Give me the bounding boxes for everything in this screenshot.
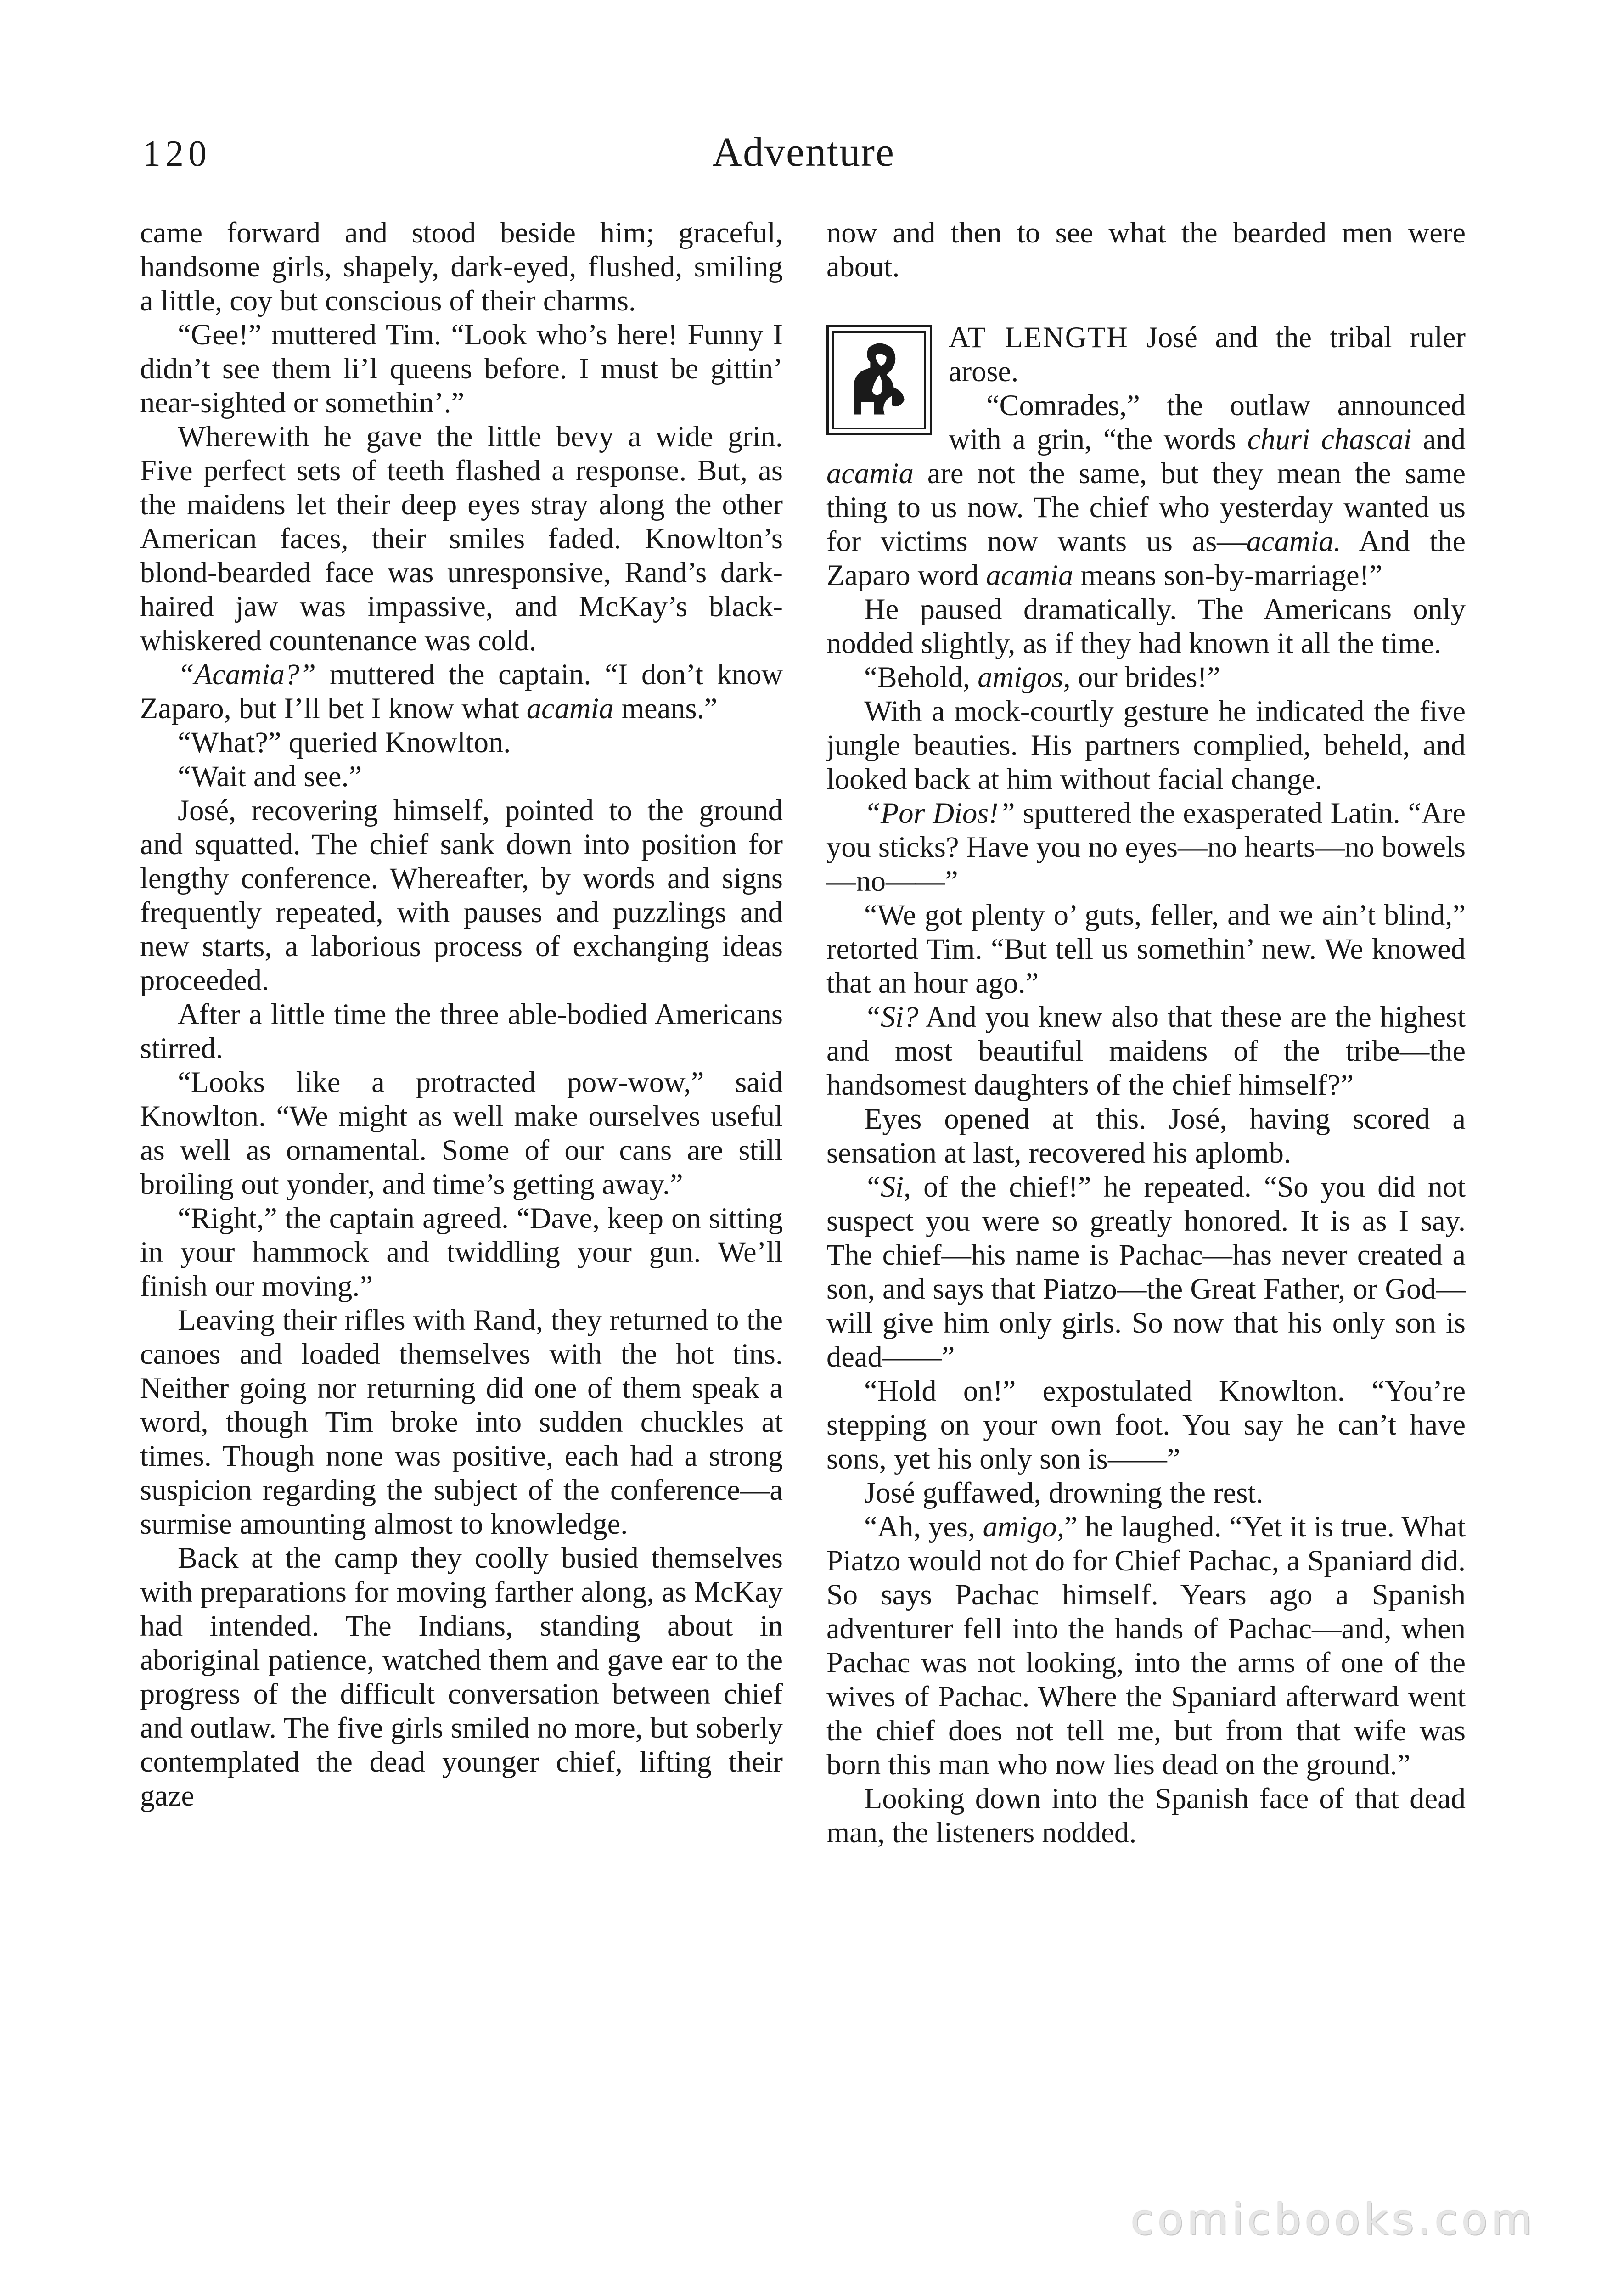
paragraph bbox=[826, 1170, 1466, 1374]
dropcap-ornament bbox=[826, 325, 932, 435]
text-run: of the chief!” he repeated. “So you did not suspect you were so greatly honored. It is as I say. The chief—his name is Pachac—has never created a son, and says that Piatzo—the Great Father, or God—will give him only girls. So now that his only son is dead——” bbox=[826, 1171, 1466, 1373]
paragraph: Back at the camp they coolly busied themselves with preparations for moving farther along, as McKay had intended. The Indians, standing about in aboriginal patience, watched them and gave ear to the progress of the difficult conversation between chief and outlaw. The five girls smiled no more, but soberly contemplated the dead younger chief, lifting their gaze bbox=[140, 1542, 783, 1812]
italic-word: acamia bbox=[986, 559, 1073, 591]
paragraph bbox=[826, 660, 1466, 694]
right-column bbox=[826, 216, 1466, 1850]
text-run: “Ah, yes, bbox=[864, 1510, 983, 1543]
text-run: José and the tribal ruler arose. bbox=[949, 321, 1466, 388]
italic-word: “Por Dios!” bbox=[864, 797, 1015, 829]
paragraph: Eyes opened at this. José, having scored a sensation at last, recovered his aplomb. bbox=[826, 1103, 1466, 1169]
text-run: , our brides!” bbox=[1063, 661, 1220, 693]
italic-word: churi chascai bbox=[1247, 423, 1412, 456]
paragraph: “Right,” the captain agreed. “Dave, keep on sitting in your hammock and twiddling your gun. We’ll finish our moving.” bbox=[140, 1202, 783, 1302]
text-run: and bbox=[1411, 423, 1466, 456]
paragraph: After a little time the three able-bodied Americans stirred. bbox=[140, 998, 783, 1064]
paragraph: “Looks like a protracted pow-wow,” said Knowlton. “We might as well make ourselves useful as well as ornamental. Some of our cans are still broiling out yonder, and time’s getting away.” bbox=[140, 1066, 783, 1200]
text-run: sputtered the exasperated Latin. “Are you sticks? Have you no eyes—no hearts—no bowels—no——” bbox=[826, 797, 1466, 897]
text-run: means.” bbox=[613, 692, 718, 725]
paragraph: He paused dramatically. The Americans only nodded slightly, as if they had known it all the time. bbox=[826, 593, 1466, 659]
italic-word: “Si, bbox=[864, 1171, 911, 1203]
text-run: And you knew also that these are the highest and most beautiful maidens of the tribe—the handsomest daughters of the chief himself?” bbox=[826, 1001, 1466, 1101]
paragraph: Looking down into the Spanish face of that dead man, the listeners nodded. bbox=[826, 1782, 1466, 1849]
paragraph: José, recovering himself, pointed to the ground and squatted. The chief sank down into position for lengthy conference. Whereafter, by words and signs frequently repeated, with pauses and puzzlings and new starts, a laborious process of exchanging ideas proceeded. bbox=[140, 794, 783, 996]
site-watermark: comicbooks.com bbox=[1130, 2195, 1536, 2244]
text-run: “Comrades,” the outlaw announced with a grin, “the words bbox=[949, 389, 1466, 456]
italic-word: “Acamia?” bbox=[178, 658, 316, 691]
paragraph: José guffawed, drowning the rest. bbox=[864, 1476, 1264, 1509]
left-column bbox=[140, 216, 783, 1813]
woman-portrait-ornament-icon bbox=[834, 333, 924, 428]
paragraph: “We got plenty o’ guts, feller, and we ain’t blind,” retorted Tim. “But tell us somethin’ new. We knowed that an hour ago.” bbox=[826, 899, 1466, 999]
text-run: ” he laughed. “Yet it is true. What Piatzo would not do for Chief Pachac, a Spaniard did. So says Pachac himself. Years ago a Spanish adventurer fell into the hands of Pachac—and, when Pachac was not looking, into the arms of one of the wives of Pachac. Where the Spaniard afterward went the chief does not tell me, but from that wife was born this man who now lies dead on the ground.” bbox=[826, 1510, 1466, 1781]
running-title: Adventure bbox=[712, 129, 895, 175]
paragraph: came forward and stood beside him; graceful, handsome girls, shapely, dark-eyed, flushed, smiling a little, coy but conscious of their charms. bbox=[140, 216, 783, 317]
paragraph: Wherewith he gave the little bevy a wide grin. Five perfect sets of teeth flashed a response. But, as the maidens let their deep eyes stray along the other American faces, their smiles faded. Knowlton’s blond-bearded face was unresponsive, Rand’s dark-haired jaw was impassive, and McKay’s black-whiskered countenance was cold. bbox=[140, 420, 783, 657]
paragraph bbox=[826, 796, 1466, 898]
paragraph: “What?” queried Knowlton. bbox=[178, 726, 511, 759]
section-opening-paragraph bbox=[826, 321, 1466, 388]
italic-word: acamia bbox=[526, 692, 614, 725]
italic-word: acamia. bbox=[1246, 525, 1341, 557]
page-number: 120 bbox=[142, 134, 211, 174]
paragraph: With a mock-courtly gesture he indicated the five jungle beauties. His partners complied, beheld, and looked back at him without facial change. bbox=[826, 695, 1466, 795]
text-run: are not the same, but they mean the same thing to us now. The chief who yesterday wanted us for victims now wants us as— bbox=[826, 457, 1466, 557]
paragraph: “Wait and see.” bbox=[178, 760, 362, 793]
italic-word: “Si? bbox=[864, 1001, 919, 1033]
text-run: And the Zaparo word bbox=[826, 525, 1466, 591]
paragraph: Leaving their rifles with Rand, they returned to the canoes and loaded themselves with the hot tins. Neither going nor returning did one of them speak a word, though Tim broke into sudden chuckles at times. Though none was positive, each had a strong suspicion regarding the subject of the conference—a surmise amounting almost to knowledge. bbox=[140, 1304, 783, 1540]
small-caps-opening: AT LENGTH bbox=[949, 321, 1129, 354]
italic-word: amigo, bbox=[983, 1510, 1064, 1543]
italic-word: amigos bbox=[978, 661, 1063, 693]
paragraph: “Hold on!” expostulated Knowlton. “You’re stepping on your own foot. You say he can’t have sons, yet his only son is——” bbox=[826, 1374, 1466, 1475]
paragraph bbox=[826, 1510, 1466, 1782]
text-run: muttered the captain. “I don’t know Zaparo, but I’ll bet I know what bbox=[140, 658, 783, 725]
italic-word: acamia bbox=[826, 457, 914, 490]
paragraph bbox=[140, 658, 783, 726]
paragraph bbox=[826, 1000, 1466, 1102]
text-run: means son-by-marriage!” bbox=[1073, 559, 1382, 591]
paragraph: now and then to see what the bearded men were about. bbox=[826, 216, 1466, 283]
text-run: “Behold, bbox=[864, 661, 978, 693]
paragraph: “Gee!” muttered Tim. “Look who’s here! Funny I didn’t see them li’l queens before. I must be gittin’ near-sighted or somethin’.” bbox=[140, 318, 783, 419]
